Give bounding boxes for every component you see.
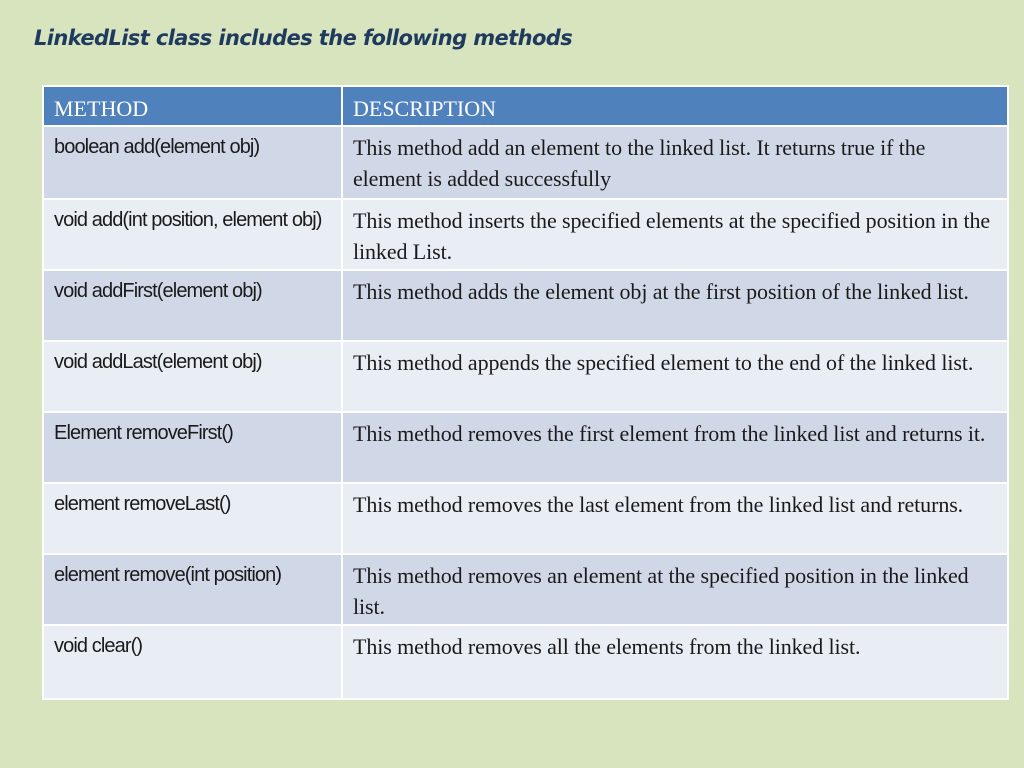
table-row: [43, 625, 1008, 699]
method-cell: void add(int position, element obj): [43, 199, 342, 270]
slide-title: LinkedList class includes the following methods: [34, 26, 573, 50]
method-cell: element removeLast(): [43, 483, 342, 554]
method-cell: void addLast(element obj): [43, 341, 342, 412]
description-cell: This method removes all the elements from the linked list.: [342, 625, 1008, 699]
description-cell: This method inserts the specified elements at the specified position in the linked List.: [342, 199, 1008, 270]
method-cell: element remove(int position): [43, 554, 342, 625]
method-cell: boolean add(element obj): [43, 126, 342, 199]
description-cell: This method adds the element obj at the first position of the linked list.: [342, 270, 1008, 341]
table-row: [43, 412, 1008, 483]
table-row: [43, 554, 1008, 625]
header-method: METHOD: [43, 86, 342, 126]
description-cell: This method removes the first element from the linked list and returns it.: [342, 412, 1008, 483]
header-description: DESCRIPTION: [342, 86, 1008, 126]
table-row: [43, 270, 1008, 341]
table-row: [43, 483, 1008, 554]
table-header-row: [43, 86, 1008, 126]
method-cell: void addFirst(element obj): [43, 270, 342, 341]
table-row: [43, 199, 1008, 270]
description-cell: This method add an element to the linked list. It returns true if the element is added successfully: [342, 126, 1008, 199]
table-row: [43, 341, 1008, 412]
description-cell: This method appends the specified element to the end of the linked list.: [342, 341, 1008, 412]
description-cell: This method removes the last element from the linked list and returns.: [342, 483, 1008, 554]
description-cell: This method removes an element at the specified position in the linked list.: [342, 554, 1008, 625]
methods-table: [42, 85, 1009, 700]
table-row: [43, 126, 1008, 199]
method-cell: Element removeFirst(): [43, 412, 342, 483]
method-cell: void clear(): [43, 625, 342, 699]
